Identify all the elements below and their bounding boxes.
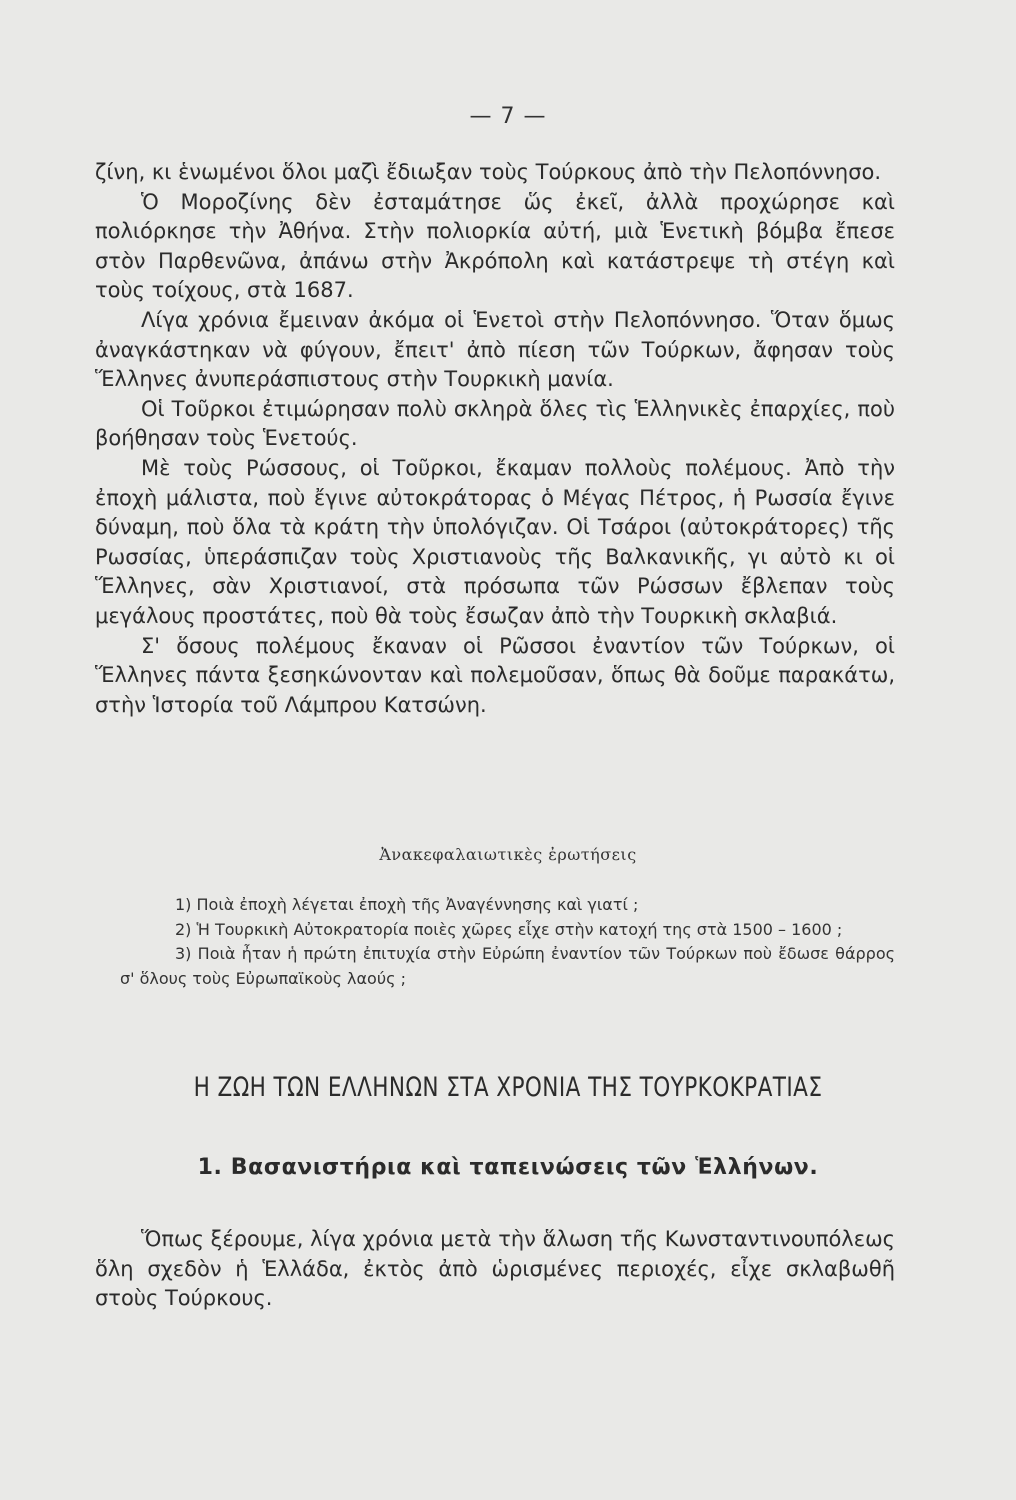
section-subheading: 1. Βασανιστήρια καὶ ταπεινώσεις τῶν Ἑλλήνων. (197, 1155, 819, 1180)
paragraph: Μὲ τοὺς Ρώσσους, οἱ Τοῦρκοι, ἔκαμαν πολλοὺς πολέμους. Ἀπὸ τὴν ἐποχὴ μάλιστα, ποὺ ἔγινε αὐτοκράτορας ὁ Μέγας Πέτρος, ἡ Ρωσσία ἔγινε δύναμη, ποὺ ὅλα τὰ κράτη τὴν ὑπολόγιζαν. Οἱ Τσάροι (αὐτοκράτορες) τῆς Ρωσσίας, ὑπεράσπιζαν τοὺς Χριστιανοὺς τῆς Βαλκανικῆς, γι αὐτὸ κι οἱ Ἕλληνες, σὰν Χριστιανοί, στὰ πρόσωπα τῶν Ρώσσων ἔβλεπαν τοὺς μεγάλους προστάτες, ποὺ θὰ τοὺς ἔσωζαν ἀπὸ τὴν Τουρκικὴ σκλαβιά. (95, 455, 895, 628)
page-number: — 7 — (469, 104, 547, 129)
main-text (95, 158, 895, 720)
paragraph: Ὅπως ξέρουμε, λίγα χρόνια μετὰ τὴν ἅλωση τῆς Κωνσταντινουπόλεως ὅλη σχεδὸν ἡ Ἑλλάδα, ἐκτὸς ἀπὸ ὡρισμένες περιοχές, εἶχε σκλαβωθῆ στοὺς Τούρκους. (95, 1227, 895, 1311)
paragraph: Ὁ Μοροζίνης δὲν ἐσταμάτησε ὥς ἐκεῖ, ἀλλὰ προχώρησε καὶ πολιόρκησε τὴν Ἀθήνα. Στὴν πολιορκία αὐτή, μιὰ Ἑνετικὴ βόμβα ἔπεσε στὸν Παρθενῶνα, ἀπάνω στὴν Ἀκρόπολη καὶ κατάστρεψε τὴ στέγη καὶ τοὺς τοίχους, στὰ 1687. (95, 189, 895, 303)
paragraph: ζίνη, κι ἑνωμένοι ὅλοι μαζὶ ἔδιωξαν τοὺς Τούρκους ἀπὸ τὴν Πελοπόννησο. (95, 160, 882, 184)
paragraph: Σ' ὅσους πολέμους ἔκαναν οἱ Ρῶσσοι ἐναντίον τῶν Τούρκων, οἱ Ἕλληνες πάντα ξεσηκώνονταν καὶ πολεμοῦσαν, ὅπως θὰ δοῦμε παρακάτω, στὴν Ἱστορία τοῦ Λάμπρου Κατσώνη. (95, 633, 895, 717)
review-question: 2) Ἡ Τουρκικὴ Αὐτοκρατορία ποιὲς χῶρες εἶχε στὴν κατοχή της στὰ 1500 – 1600 ; (175, 919, 843, 939)
section-heading: Η ΖΩΗ ΤΩΝ ΕΛΛΗΝΩΝ ΣΤΑ ΧΡΟΝΙΑ ΤΗΣ ΤΟΥΡΚΟΚΡΑΤΙΑΣ (193, 1072, 823, 1103)
review-questions-title: Ἀνακεφαλαιωτικὲς ἐρωτήσεις (379, 845, 637, 864)
review-question: 1) Ποιὰ ἐποχὴ λέγεται ἐποχὴ τῆς Ἀναγέννησης καὶ γιατί ; (175, 895, 639, 914)
review-question: 3) Ποιὰ ἦταν ἡ πρώτη ἐπιτυχία στὴν Εὐρώπη ἐναντίον τῶν Τούρκων ποὺ ἔδωσε θάρρος σ' ὅλους τοὺς Εὐρωπαϊκοὺς λαούς ; (120, 944, 895, 988)
paragraph: Οἱ Τοῦρκοι ἐτιμώρησαν πολὺ σκληρὰ ὅλες τὶς Ἑλληνικὲς ἐπαρχίες, ποὺ βοήθησαν τοὺς Ἑνετούς. (95, 396, 895, 451)
section-text (95, 1225, 895, 1314)
paragraph: Λίγα χρόνια ἔμειναν ἀκόμα οἱ Ἑνετοὶ στὴν Πελοπόννησο. Ὅταν ὅμως ἀναγκάστηκαν νὰ φύγουν, ἔπειτ' ἀπὸ πίεση τῶν Τούρκων, ἄφησαν τοὺς Ἕλληνες ἀνυπεράσπιστους στὴν Τουρκικὴ μανία. (95, 307, 895, 392)
review-questions-list (120, 893, 895, 991)
